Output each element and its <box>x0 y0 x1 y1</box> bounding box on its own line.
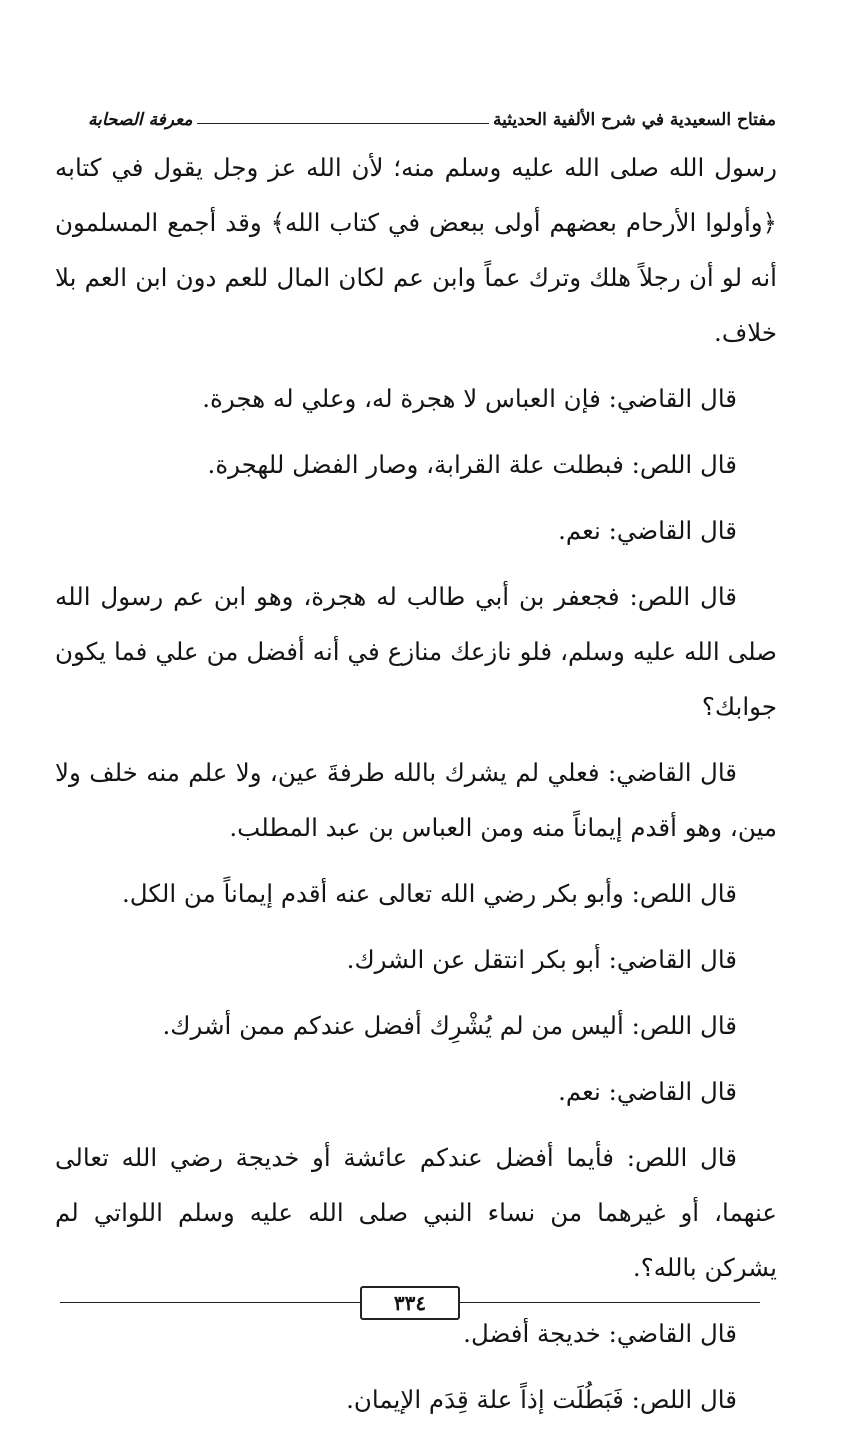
body-text <box>55 140 777 1438</box>
paragraph: قال اللص: فبطلت علة القرابة، وصار الفضل للهجرة. <box>207 450 737 479</box>
paragraph: قال القاضي: أبو بكر انتقل عن الشرك. <box>346 945 737 974</box>
chapter-title: معرفة الصحابة <box>88 110 193 130</box>
paragraph: قال القاضي: فإن العباس لا هجرة له، وعلي له هجرة. <box>202 384 737 413</box>
paragraph: قال القاضي: خديجة أفضل. <box>463 1319 737 1348</box>
paragraph: قال اللص: فَبَطُلَت إذاً علة قِدَم الإيمان. <box>346 1385 737 1414</box>
paragraph: قال اللص: فأيما أفضل عندكم عائشة أو خديجة رضي الله تعالى عنهما، أو غيرهما من نساء النبي صلى الله عليه وسلم اللواتي لم يشركن بالله؟. <box>55 1143 777 1282</box>
header-rule <box>197 123 490 124</box>
paragraph: قال اللص: أليس من لم يُشْرِك أفضل عندكم ممن أشرك. <box>162 1011 737 1040</box>
running-header <box>88 90 776 130</box>
paragraph: قال اللص: وأبو بكر رضي الله تعالى عنه أقدم إيماناً من الكل. <box>122 879 737 908</box>
paragraph: قال القاضي: نعم. <box>558 1077 737 1106</box>
paragraph: قال اللص: فجعفر بن أبي طالب له هجرة، وهو ابن عم رسول الله صلى الله عليه وسلم، فلو نازعك منازع في أنه أفضل من علي فما يكون جوابك؟ <box>55 582 777 721</box>
page-footer <box>60 1280 760 1326</box>
paragraph: قال القاضي: فعلي لم يشرك بالله طرفةَ عين، ولا علم منه خلف ولا مين، وهو أقدم إيماناً منه ومن العباس بن عبد المطلب. <box>55 758 777 842</box>
book-title: مفتاح السعيدية في شرح الألفية الحديثية <box>493 110 776 130</box>
paragraph: قال القاضي: نعم. <box>558 516 737 545</box>
page-number: ٣٣٤ <box>360 1286 460 1320</box>
paragraph: رسول الله صلى الله عليه وسلم منه؛ لأن الله عز وجل يقول في كتابه ﴿وأولوا الأرحام بعضهم أولى ببعض في كتاب الله﴾ وقد أجمع المسلمون أنه لو أن رجلاً هلك وترك عماً وابن عم لكان المال للعم دون ابن العم بلا خلاف. <box>55 153 777 347</box>
